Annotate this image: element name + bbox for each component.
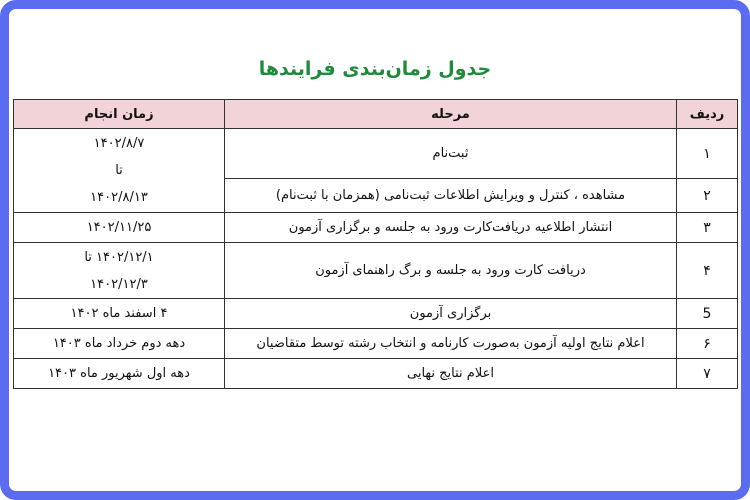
time-line: ۱۴۰۲/۸/۷ — [93, 136, 145, 151]
row-number: ۶ — [677, 329, 738, 359]
time-line: ۱۴۰۲/۱۲/۱ تا — [84, 249, 154, 265]
row-number: ۴ — [677, 243, 738, 299]
page-title: جدول زمان‌بندی فرایندها — [258, 58, 492, 80]
time-line: تا — [115, 163, 123, 178]
row-stage: انتشار اطلاعیه دریافت‌کارت ورود به جلسه و برگزاری آزمون — [225, 213, 677, 243]
row-number: ۳ — [677, 213, 738, 243]
row-time — [14, 243, 225, 299]
row-stage: اعلام نتایج اولیه آزمون به‌صورت کارنامه و انتخاب رشته توسط متقاضیان — [225, 329, 677, 359]
schedule-table — [13, 99, 738, 389]
row-time — [14, 129, 225, 213]
row-time: دهه اول شهریور ماه ۱۴۰۳ — [14, 359, 225, 389]
row-number: ۷ — [677, 359, 738, 389]
table-row — [14, 359, 738, 389]
table-header-row — [14, 100, 738, 129]
table-row — [14, 299, 738, 329]
header-time: زمان انجام — [14, 100, 225, 129]
table-row — [14, 213, 738, 243]
row-stage: ثبت‌نام — [225, 129, 677, 179]
row-stage: اعلام نتایج نهایی — [225, 359, 677, 389]
row-number: ۱ — [677, 129, 738, 179]
time-line: ۱۴۰۲/۱۲/۳ — [90, 276, 148, 292]
time-line: ۱۴۰۲/۸/۱۳ — [90, 190, 148, 205]
row-time: دهه دوم خرداد ماه ۱۴۰۳ — [14, 329, 225, 359]
header-num: ردیف — [677, 100, 738, 129]
table-row — [14, 129, 738, 179]
row-number: ۲ — [677, 179, 738, 213]
header-stage: مرحله — [225, 100, 677, 129]
row-time: ۱۴۰۲/۱۱/۲۵ — [14, 213, 225, 243]
row-stage: برگزاری آزمون — [225, 299, 677, 329]
table-row — [14, 243, 738, 299]
row-number: 5 — [677, 299, 738, 329]
row-stage: مشاهده ، کنترل و ویرایش اطلاعات ثبت‌نامی (همزمان با ثبت‌نام) — [225, 179, 677, 213]
table-row — [14, 329, 738, 359]
row-stage: دریافت کارت ورود به جلسه و برگ راهنمای آزمون — [225, 243, 677, 299]
row-time: ۴ اسفند ماه ۱۴۰۲ — [14, 299, 225, 329]
